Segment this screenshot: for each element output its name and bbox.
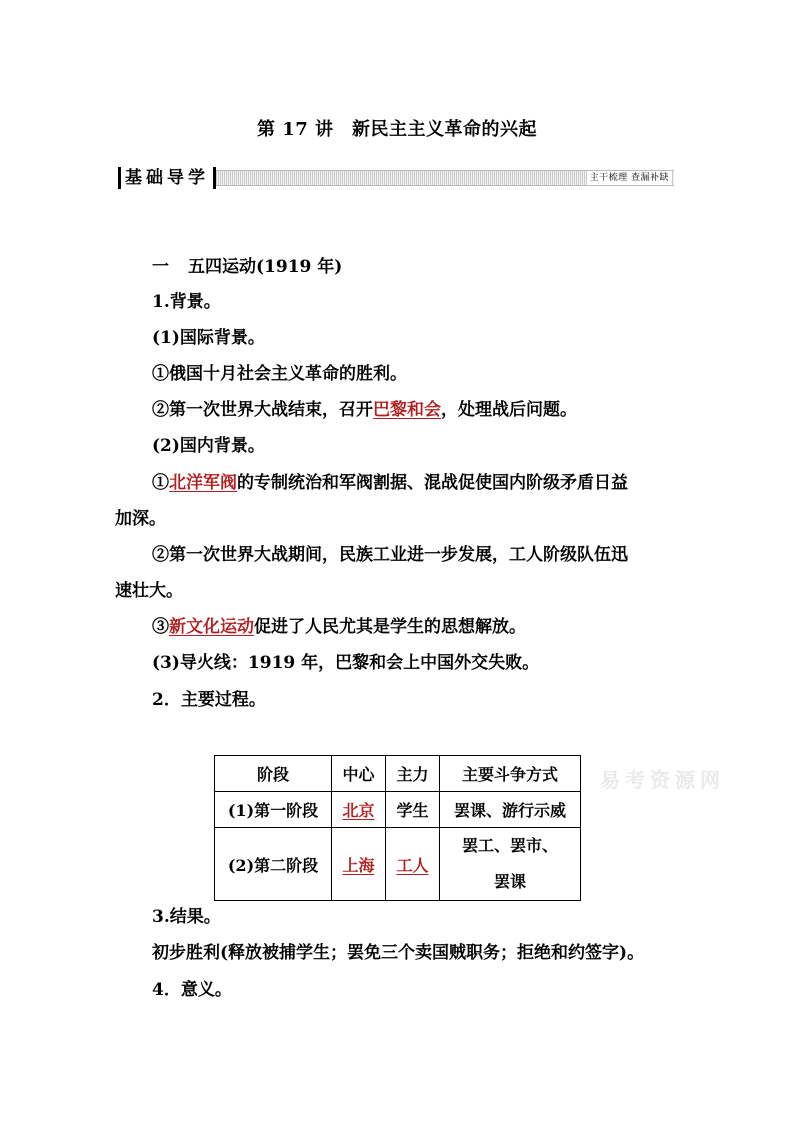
table-header-row [215, 756, 581, 792]
key-term-paris-peace-conference: 巴黎和会 [373, 400, 441, 420]
table-header-cell: 阶段 [215, 756, 332, 792]
section-banner [118, 167, 674, 189]
table-cell-center: 上海 [332, 828, 386, 901]
table-cell: (1)第一阶段 [215, 792, 332, 828]
item-international: (1)国际背景。 [152, 328, 265, 348]
table-cell: 罢工、罢市、罢课 [440, 828, 581, 901]
item-trigger: (3)导火线：1919 年，巴黎和会上中国外交失败。 [152, 653, 540, 673]
item-domestic: (2)国内背景。 [152, 436, 265, 456]
heading-number: 一 [152, 257, 169, 277]
item-new-culture [152, 615, 526, 639]
banner-label: 基础导学 [118, 167, 216, 189]
heading-title: 五四运动(1919 年) [188, 257, 343, 277]
item-significance: 4．意义。 [152, 980, 232, 1000]
text-segment: 促进了人民尤其是学生的思想解放。 [254, 617, 526, 637]
item-working-class-cont: 速壮大。 [115, 581, 183, 601]
table-cell: 罢课、游行示威 [440, 792, 581, 828]
item-result-text: 初步胜利(释放被捕学生；罢免三个卖国贼职务；拒绝和约签字)。 [152, 943, 645, 963]
text-segment: ③ [152, 617, 169, 637]
table-header-cell: 主力 [386, 756, 440, 792]
text-segment: 的专制统治和军阀割据、混战促使国内阶级矛盾日益 [237, 473, 628, 493]
key-term-beiyang-warlords: 北洋军阀 [169, 473, 237, 493]
item-october-revolution: ①俄国十月社会主义革命的胜利。 [152, 364, 407, 384]
table-header-cell: 主要斗争方式 [440, 756, 581, 792]
watermark: 易考资源网 [600, 768, 725, 792]
heading-one [152, 255, 342, 279]
banner-subtitle: 主干梳理 查漏补缺 [587, 171, 672, 185]
item-warlords [152, 471, 628, 495]
text-segment: ① [152, 473, 169, 493]
item-process: 2．主要过程。 [152, 690, 266, 710]
item-working-class: ②第一次世界大战期间，民族工业进一步发展，工人阶级队伍迅 [152, 545, 628, 565]
table-cell-center: 北京 [332, 792, 386, 828]
table-header-cell: 中心 [332, 756, 386, 792]
process-table [214, 755, 581, 901]
table-cell-force: 工人 [386, 828, 440, 901]
page-title: 第 17 讲 新民主主义革命的兴起 [256, 119, 538, 140]
item-result: 3.结果。 [152, 907, 221, 927]
table-cell: 学生 [386, 792, 440, 828]
item-warlords-cont: 加深。 [115, 509, 166, 529]
item-background: 1.背景。 [152, 292, 221, 312]
table-row [215, 828, 581, 901]
table-row [215, 792, 581, 828]
text-segment: ，处理战后问题。 [441, 400, 577, 420]
table-cell: (2)第二阶段 [215, 828, 332, 901]
text-segment: ②第一次世界大战结束，召开 [152, 400, 373, 420]
item-paris-conference [152, 398, 577, 422]
key-term-new-culture-movement: 新文化运动 [169, 617, 254, 637]
